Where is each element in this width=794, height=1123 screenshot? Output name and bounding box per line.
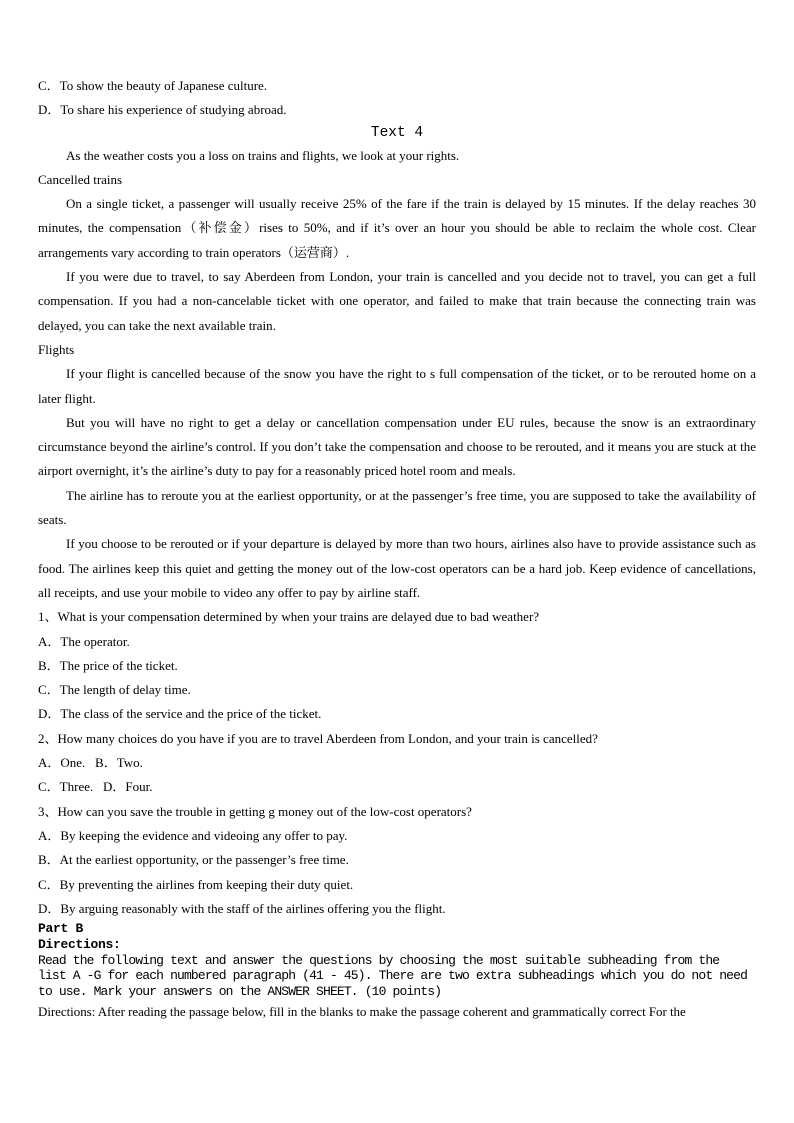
paragraph: If you were due to travel, to say Aberdeen from London, your train is cancelled and you decide not to travel, you can get a full compensation. If you had a non-cancelable ticket with one operator, and failed to make that train because the connecting train was delayed, you can take the next available train. (38, 269, 756, 333)
part-b-section (38, 921, 756, 1000)
question-1 (38, 605, 756, 726)
question-option: A．One. B．Two. (38, 755, 143, 771)
question-3 (38, 800, 756, 921)
question-option: A．The operator. (38, 633, 130, 649)
paragraph: The airline has to reroute you at the earliest opportunity, or at the passenger’s free time, you are supposed to take the availability of seats. (38, 487, 756, 528)
paragraph: On a single ticket, a passenger will usually receive 25% of the fare if the train is delayed by 15 minutes. If the delay reaches 30 minutes, the compensation（补偿金）rises to 50%, and if it’s over an hour you should be able to reclaim the whole cost. Clear arrangements vary according to train operators（运营商）. (38, 196, 756, 260)
option-line-c: C．To show the beauty of Japanese culture. (38, 78, 268, 93)
question-stem: 3、How can you save the trouble in getting g money out of the low-cost operators? (38, 803, 472, 819)
text4-intro: As the weather costs you a loss on trains and flights, we look at your rights. (66, 147, 460, 163)
option-line-d: D．To share his experience of studying abroad. (38, 102, 287, 118)
paragraph: If you choose to be rerouted or if your departure is delayed by more than two hours, airlines also have to provide assistance such as food. The airlines keep this quiet and getting the money out of the low-cost operators can be a hard job. Keep evidence of cancellations, all receipts, and use your mobile to video any offer to pay by airline staff. (38, 536, 756, 600)
question-option: A．By keeping the evidence and videoing any offer to pay. (38, 827, 348, 843)
question-option: C．The length of delay time. (38, 682, 191, 698)
directions-line: Read the following text and answer the questions by choosing the most suitable subheading from the (38, 952, 720, 968)
question-2 (38, 727, 756, 800)
closing-directions: Directions: After reading the passage below, fill in the blanks to make the passage coherent and grammatically correct For the (38, 1003, 686, 1019)
part-b-heading: Part B (38, 921, 84, 937)
text4-heading: Text 4 (370, 124, 424, 141)
question-option: C．Three. D．Four. (38, 779, 153, 795)
directions-label: Directions: (38, 936, 121, 952)
directions-line: to use. Mark your answers on the ANSWER SHEET. (10 points) (38, 983, 442, 999)
question-stem: 2、How many choices do you have if you are to travel Aberdeen from London, and your train is cancelled? (38, 730, 598, 746)
question-stem: 1、What is your compensation determined by when your trains are delayed due to bad weather? (38, 609, 540, 625)
section-heading-flights: Flights (38, 341, 75, 357)
section-heading-cancelled-trains: Cancelled trains (38, 171, 123, 187)
paragraph: If your flight is cancelled because of the snow you have the right to s full compensation of the ticket, or to be rerouted home on a later flight. (38, 366, 756, 406)
question-option: C．By preventing the airlines from keeping their duty quiet. (38, 876, 354, 892)
question-option: D．By arguing reasonably with the staff of the airlines offering you the flight. (38, 900, 446, 916)
directions-line: list A -G for each numbered paragraph (41 - 45). There are two extra subheadings which you do not need (38, 968, 748, 984)
question-option: B．At the earliest opportunity, or the passenger’s free time. (38, 852, 349, 868)
paragraph: But you will have no right to get a delay or cancellation compensation under EU rules, because the snow is an extraordinary circumstance beyond the airline’s control. If you don’t take the compensation and choose to be rerouted, and it means you are stuck at the airport overnight, it’s the airline’s duty to pay for a reasonably priced hotel room and meals. (38, 414, 756, 479)
question-option: D．The class of the service and the price of the ticket. (38, 706, 322, 722)
question-option: B．The price of the ticket. (38, 657, 178, 673)
